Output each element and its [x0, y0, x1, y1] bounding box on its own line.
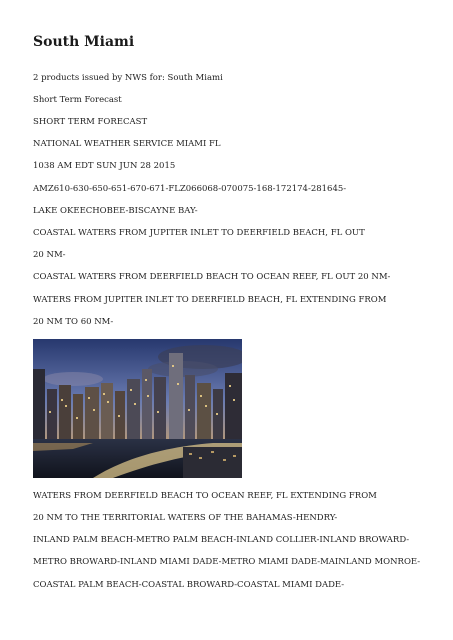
text-line: SHORT TERM FORECAST	[33, 117, 148, 127]
text-line: WATERS FROM DEERFIELD BEACH TO OCEAN REEF, FL EXTENDING FROM	[33, 491, 377, 501]
city-skyline-photo	[33, 339, 242, 478]
text-line: COASTAL PALM BEACH-COASTAL BROWARD-COASTAL MIAMI DADE-	[33, 580, 345, 590]
text-line: 20 NM TO 60 NM-	[33, 317, 114, 327]
products-issued-line: 2 products issued by NWS for: South Miami	[33, 73, 223, 83]
text-line: NATIONAL WEATHER SERVICE MIAMI FL	[33, 139, 221, 149]
text-line: COASTAL WATERS FROM JUPITER INLET TO DEERFIELD BEACH, FL OUT	[33, 228, 365, 238]
product-name-line: Short Term Forecast	[33, 95, 122, 105]
text-line: 20 NM-	[33, 250, 66, 260]
text-line: INLAND PALM BEACH-METRO PALM BEACH-INLAND COLLIER-INLAND BROWARD-	[33, 535, 410, 545]
page-title: South Miami	[33, 34, 135, 50]
text-line: 20 NM TO THE TERRITORIAL WATERS OF THE BAHAMAS-HENDRY-	[33, 513, 338, 523]
issued-time-line: 1038 AM EDT SUN JUN 28 2015	[33, 161, 176, 171]
text-line: WATERS FROM JUPITER INLET TO DEERFIELD BEACH, FL EXTENDING FROM	[33, 295, 387, 305]
text-line: METRO BROWARD-INLAND MIAMI DADE-METRO MIAMI DADE-MAINLAND MONROE-	[33, 557, 421, 567]
text-line: LAKE OKEECHOBEE-BISCAYNE BAY-	[33, 206, 198, 216]
zone-codes-line: AMZ610-630-650-651-670-671-FLZ066068-070075-168-172174-281645-	[33, 184, 347, 194]
text-line: COASTAL WATERS FROM DEERFIELD BEACH TO OCEAN REEF, FL OUT 20 NM-	[33, 272, 391, 282]
